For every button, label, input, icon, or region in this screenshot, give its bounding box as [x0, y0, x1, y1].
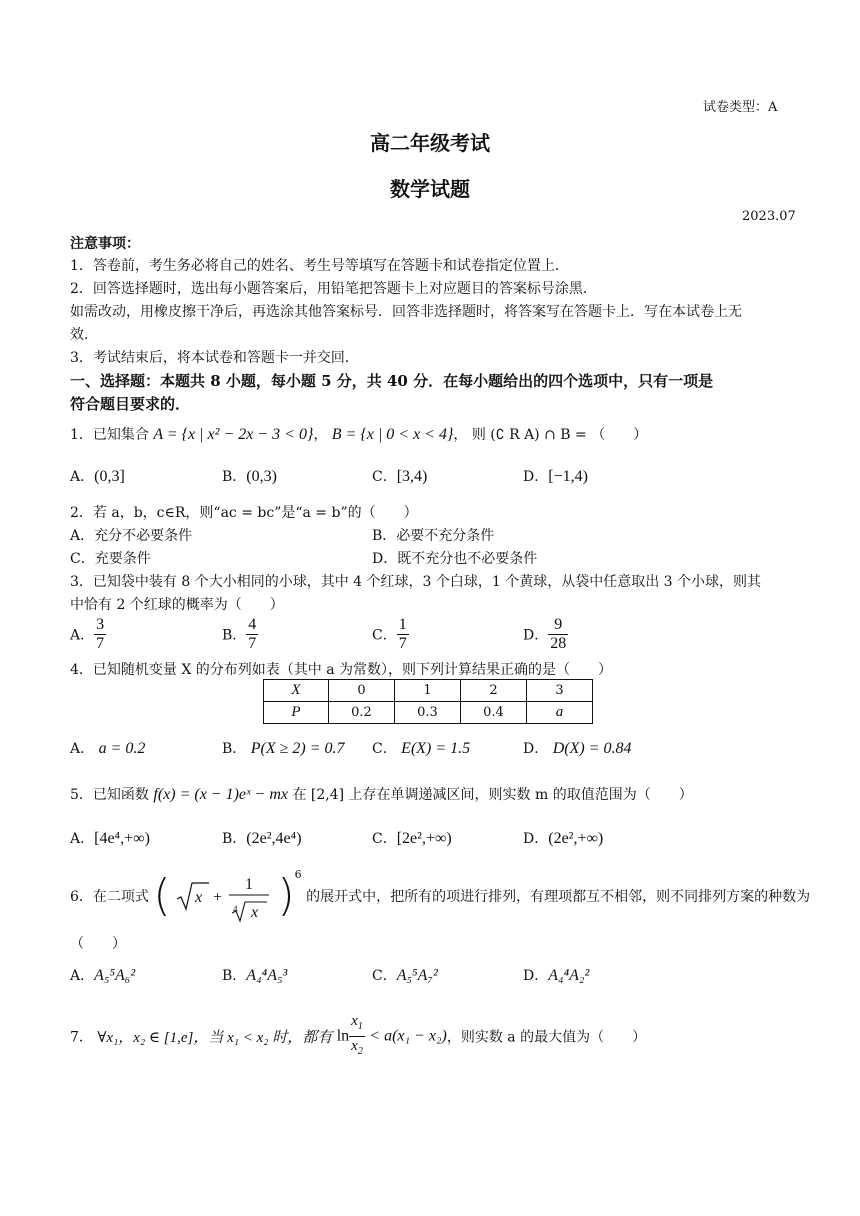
q5-ask: 在 [2,4] 上存在单调递减区间，则实数 m 的取值范围为（ ）: [292, 787, 693, 803]
q1-prefix: 1．已知集合: [70, 427, 149, 443]
q1-option-a-value: (0,3]: [94, 468, 125, 485]
q6-suffix: 的展开式中，把所有的项进行排列，有理项都互不相邻，则不同排列方案的种数为: [306, 889, 811, 905]
table-cell: 2: [461, 680, 527, 702]
table-cell: P: [264, 702, 329, 724]
exam-type: 试卷类型：A: [703, 100, 778, 115]
q6-binomial-open-paren: (: [153, 870, 171, 921]
exam-date: 2023.07: [742, 209, 796, 224]
q5-prefix: 5．已知函数: [70, 787, 149, 803]
q1-option-c-value: [3,4): [396, 468, 428, 485]
q3-option-b-num: 4: [248, 616, 257, 633]
question-1: 1．已知集合 A = {x | x² − 2x − 3 < 0}， B = {x | 0 < x < 4}， 则 (∁ R A) ∩ B = （ ）: [70, 426, 648, 443]
q5-option-a-value: [4e⁴,+∞): [94, 830, 150, 847]
q3-option-c: C． $\frac{1}{7}$: [372, 616, 407, 652]
section-1-heading: 一、选择题：本题共 8 小题，每小题 5 分，共 40 分．在每小题给出的四个选项中，只有一项是: [70, 372, 714, 390]
question-3-line-2: 中恰有 2 个红球的概率为（ ）: [70, 597, 284, 613]
q1-ask: 则 (∁ R A) ∩ B = （ ）: [471, 427, 648, 443]
svg-text:4: 4: [233, 904, 238, 914]
q4-option-c: C． E(X) = 1.5: [372, 740, 471, 757]
distribution-table: [263, 679, 593, 724]
q4-option-d: D． D(X) = 0.84: [523, 740, 632, 757]
note-3: 3．考试结束后，将本试卷和答题卡一并交回．: [70, 350, 359, 366]
note-2: 2．回答选择题时，选出每小题答案后，用铅笔把答题卡上对应题目的答案标号涂黑．: [70, 281, 597, 297]
q4-option-b: B． P(X ≥ 2) = 0.7: [222, 740, 345, 757]
q6-option-c-value: A₅⁵A₇²: [396, 967, 438, 984]
q6-option-d-value: A₄⁴A₂²: [548, 967, 590, 984]
q7-prefix: 7．: [70, 1029, 93, 1046]
q6-option-d: D．A₄⁴A₂²: [523, 967, 590, 984]
q6-exponent: 6: [294, 868, 302, 881]
section-1-heading-2: 符合题目要求的．: [70, 395, 191, 413]
q7-ln: ln: [336, 1027, 350, 1045]
q1-option-d-value: [−1,4): [548, 468, 588, 485]
q3-option-b: B． $\frac{4}{7}$: [222, 616, 257, 652]
q6-option-c: C．A₅⁵A₇²: [372, 967, 438, 984]
table-row: [264, 680, 593, 702]
q3-option-c-den: 7: [398, 635, 407, 652]
q5-function: f(x) = (x − 1)eˣ − mx: [153, 786, 288, 803]
note-1: 1．答卷前，考生务必将自己的姓名、考生号等填写在答题卡和试卷指定位置上．: [70, 258, 569, 274]
q3-option-d-num: 9: [548, 616, 568, 635]
q7-inequality: < a(x₁ − x₂): [369, 1027, 447, 1045]
q6-answer-paren: （ ）: [70, 936, 126, 952]
table-cell: 3: [527, 680, 593, 702]
svg-text:x: x: [195, 889, 203, 906]
q1-option-a: A．(0,3]: [70, 468, 125, 485]
q7-fraction: $\frac{x_1}{x_2}$: [351, 1013, 363, 1057]
svg-text:x: x: [251, 904, 259, 921]
q1-option-d: D．[−1,4): [523, 468, 588, 485]
note-2c: 效．: [70, 327, 98, 343]
q6-option-a-value: A₅⁵A₆²: [94, 967, 136, 984]
q3-option-d: D． $\frac{9}{28}$: [523, 616, 567, 652]
q6-prefix: 6．在二项式: [70, 889, 149, 905]
table-cell: 0.3: [395, 702, 461, 724]
q7-ask: ，则实数 a 的最大值为（ ）: [446, 1029, 647, 1046]
q6-option-b: B．A₄⁴A₅³: [222, 967, 288, 984]
q2-option-b: B．必要不充分条件: [372, 528, 495, 544]
q3-option-b-den: 7: [248, 635, 257, 652]
table-cell: a: [527, 702, 593, 724]
svg-text:+: +: [213, 889, 223, 906]
q4-option-b-value: P(X ≥ 2) = 0.7: [250, 740, 345, 757]
table-cell: 1: [395, 680, 461, 702]
q6-binomial-close-paren: ): [277, 870, 295, 921]
table-row: [264, 702, 593, 724]
svg-text:1: 1: [245, 876, 253, 893]
table-cell: X: [264, 680, 329, 702]
q2-option-a: A．充分不必要条件: [70, 528, 193, 544]
q1-set-b: B = {x | 0 < x < 4}: [331, 426, 454, 443]
q1-option-b: B．(0,3): [222, 468, 277, 485]
q1-option-c: C．[3,4): [372, 468, 428, 485]
q5-option-c-value: [2e²,+∞): [396, 830, 452, 847]
q6-option-a: A．A₅⁵A₆²: [70, 967, 136, 984]
q3-option-c-num: 1: [398, 616, 407, 633]
q3-option-a-den: 7: [96, 635, 105, 652]
q4-option-d-value: D(X) = 0.84: [552, 740, 632, 757]
q4-option-c-value: E(X) = 1.5: [401, 740, 471, 757]
table-cell: 0.2: [329, 702, 395, 724]
q1-set-a: A = {x | x² − 2x − 3 < 0}: [153, 426, 314, 443]
notes-heading: 注意事项：: [70, 236, 140, 252]
q5-option-d: D．(2e²,+∞): [523, 830, 604, 847]
question-3-line-1: 3．已知袋中装有 8 个大小相同的小球，其中 4 个红球，3 个白球，1 个黄球，从袋中任意取出 3 个小球，则其: [70, 574, 762, 590]
q5-option-b-value: (2e²,4e⁴): [246, 830, 302, 847]
question-6: [70, 868, 810, 926]
table-cell: 0: [329, 680, 395, 702]
exam-title: 高二年级考试: [370, 131, 490, 155]
question-5: [70, 784, 693, 804]
q4-option-a: A． a = 0.2: [70, 740, 146, 757]
q5-option-c: C．[2e²,+∞): [372, 830, 452, 847]
q1-option-b-value: (0,3): [246, 468, 277, 485]
q7-condition: ∀x₁，x₂ ∈ [1,e]，当 x₁ < x₂ 时，都有: [97, 1030, 333, 1046]
note-2b: 如需改动，用橡皮擦干净后，再选涂其他答案标号．回答非选择题时，将答案写在答题卡上．写在本试卷上无: [70, 304, 742, 320]
q6-option-b-value: A₄⁴A₅³: [246, 967, 288, 984]
q6-binomial-expression: [175, 869, 273, 923]
q2-option-d: D．既不充分也不必要条件: [372, 551, 538, 567]
q4-option-a-value: a = 0.2: [98, 740, 146, 757]
question-7: [70, 1012, 646, 1058]
q3-option-d-den: 28: [550, 635, 567, 652]
q5-option-b: B．(2e²,4e⁴): [222, 830, 302, 847]
question-4: 4．已知随机变量 X 的分布列如表（其中 a 为常数），则下列计算结果正确的是（ ）: [70, 662, 613, 678]
exam-subtitle: 数学试题: [390, 177, 470, 201]
q5-option-d-value: (2e²,+∞): [548, 830, 604, 847]
question-2: 2．若 a，b，c∈R，则“ac = bc”是“a = b”的（ ）: [70, 505, 418, 521]
q3-option-a-num: 3: [96, 616, 105, 633]
q3-option-a: A． $\frac{3}{7}$: [70, 616, 105, 652]
q2-option-c: C．充要条件: [70, 551, 151, 567]
q5-option-a: A．[4e⁴,+∞): [70, 830, 150, 847]
table-cell: 0.4: [461, 702, 527, 724]
